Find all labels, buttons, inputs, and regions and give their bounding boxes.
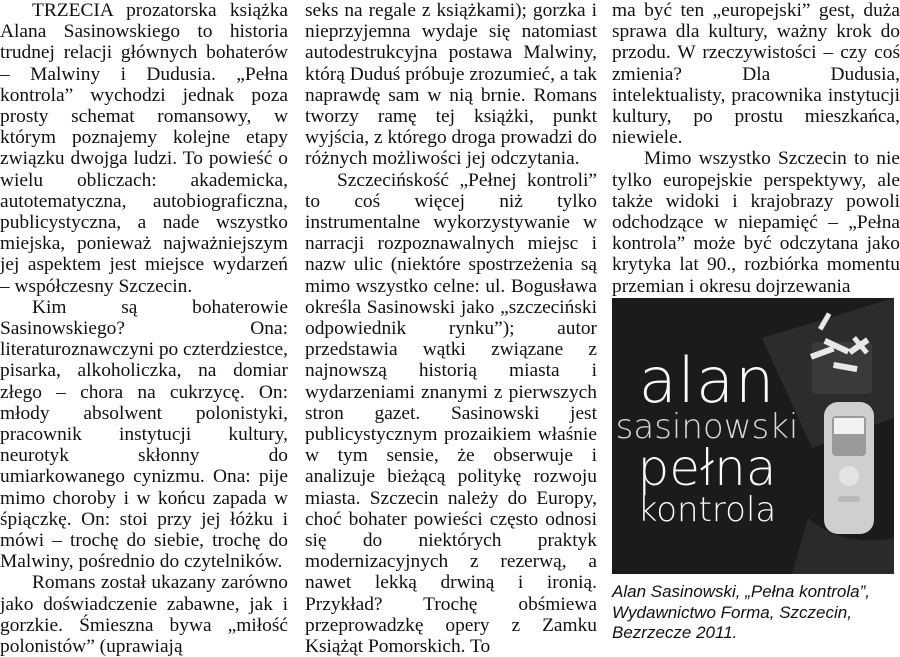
- article-paragraph: Mimo wszystko Szczecin to nie tylko europejskie perspektywy, ale także widoki i krajobrazy powoli odchodzące w niepamięć – „Pełna kontrola” może być odczytana jako krytyka lat 90., rozbiórka momentu przemian i okresu dojrzewania: [612, 148, 900, 297]
- cover-title-word-1: pełna: [637, 439, 777, 497]
- article-paragraph: Romans został ukazany zarówno jako doświadczenie zabawne, jak i gorzkie. Śmieszna bywa „miłość polonistów” (uprawiają: [0, 572, 288, 657]
- book-cover-image: [612, 298, 894, 574]
- cover-author-last-name: sasinowski: [615, 407, 799, 447]
- cover-title-block: [612, 344, 802, 530]
- article-paragraph: ma być ten „europejski” gest, duża sprawa dla kultury, ważny krok do przodu. W rzeczywistości – czy coś zmienia? Dla Dudusia, intelektualisty, pracownika instytucji kultury, po prostu mieszkańca, niewiele.: [612, 0, 900, 149]
- article-paragraph: TRZECIA prozatorska książka Alana Sasinowskiego to historia trudnej relacji głównych bohaterów – Malwiny i Dudusia. „Pełna kontrola” wychodzi jednak poza prosty schemat romansowy, w którym poznajemy kolejne etapy związku dwojga ludzi. To powieść o wielu obliczach: akademicka, autotematyczna, autobiograficzna, publicystyczna, a nade wszystko miejska, ponieważ najważniejszym jej aspektem jest miejsce wydarzeń – współczesny Szczecin.: [0, 0, 288, 297]
- article-paragraph: Szczecińskość „Pełnej kontroli” to coś więcej niż tylko instrumentalne wykorzystywanie w narracji rozpoznawalnych miejsc i nazw ulic (niektóre spostrzeżenia są mimo wszystko celne: ul. Bogusława określa Sasinowski jako „szczeciński odpowiednik rynku”); autor przedstawia wątki związane z najnowszą historią miasta i wydarzeniami znanymi z pierwszych stron gazet. Sasinowski jest publicystycznym prozaikiem właśnie w tym sensie, że obserwuje i analizuje bieżącą politykę rozwoju miasta. Szczecin należy do Europy, choć bohater powieści często odnosi się do niektórych praktyk modernizacyjnych z rezerwą, a nawet lekką drwiną i ironią. Przykład? Trochę obśmiewa przeprowadzkę opery z Zamku Książąt Pomorskich. To: [305, 169, 597, 657]
- article-paragraph: seks na regale z książkami); gorzka i nieprzyjemna wydaje się natomiast autodestrukcyjna postawa Malwiny, którą Duduś próbuje zrozumieć, a tak naprawdę sam w nią brnie. Romans tworzy ramę tej książki, punkt wyjścia, z którego droga prowadzi do różnych możliwości jej odczytania.: [305, 0, 597, 170]
- article-column-3: [612, 0, 900, 297]
- cover-author-first-name: alan: [638, 344, 776, 417]
- article-column-2: [305, 0, 597, 657]
- image-caption: Alan Sasinowski, „Pełna kontrola”, Wydawnictwo Forma, Szczecin, Bezrzecze 2011.: [612, 582, 870, 642]
- article-column-1: [0, 0, 288, 657]
- cover-title-word-2: kontrola: [637, 490, 777, 530]
- article-paragraph: Kim są bohaterowie Sasinowskiego? Ona: literaturoznawczyni po czterdziestce, pisarka, alkoholiczka, na domiar złego – chora na cukrzycę. On: młody absolwent polonistyki, pracownik instytucji kultury, neurotyk skłonny do umiarkowanego cynizmu. Ona: pije mimo choroby i w końcu zapada w śpiączkę. On: stoi przy jej łóżku i mówi – trochę do siebie, trochę do Malwiny, pośrednio do czytelników.: [0, 296, 289, 573]
